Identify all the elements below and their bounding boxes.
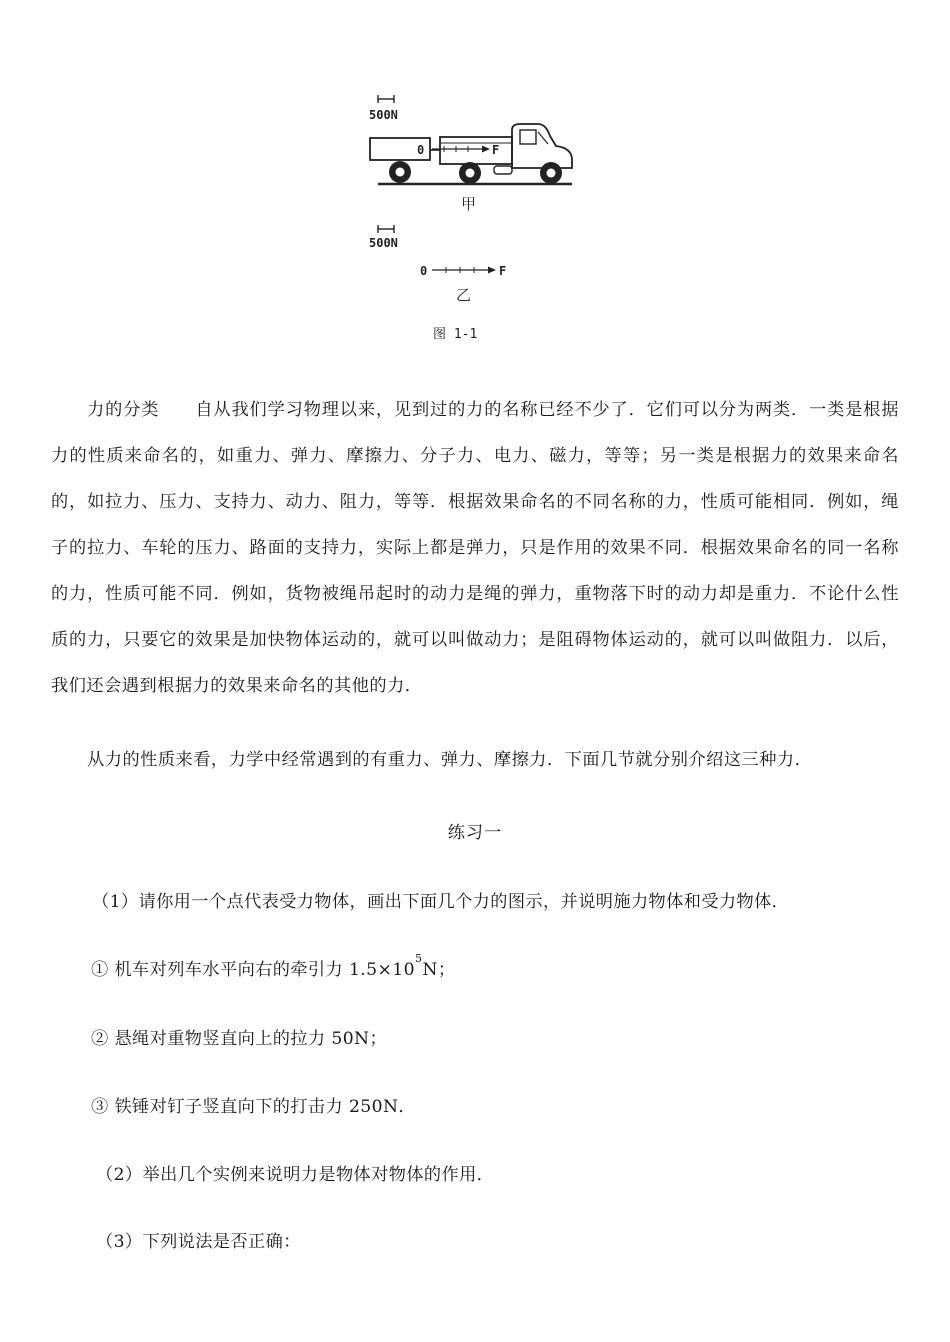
- nature-paragraph-block: [51, 737, 899, 783]
- question-1-item-c: ③ 铁锤对钉子竖直向下的打击力 250N．: [91, 1097, 416, 1117]
- exercise-title: 练习一: [447, 823, 503, 843]
- origin-label-bottom: 0: [420, 264, 428, 278]
- question-1-item-a: [91, 952, 456, 980]
- force-label-bottom: F: [499, 264, 507, 278]
- trailer: [370, 138, 440, 183]
- sub-label-a: 甲: [461, 195, 477, 213]
- truck-cab: [512, 124, 572, 168]
- scale-label-bottom: 500N: [369, 236, 398, 250]
- force-nature-paragraph: 从力的性质来看，力学中经常遇到的有重力、弹力、摩擦力．下面几节就分别介绍这三种力．: [87, 750, 813, 770]
- sub-label-b: 乙: [456, 286, 472, 304]
- question-1-item-b: ② 悬绳对重物竖直向上的拉力 50N；: [91, 1029, 388, 1049]
- figure-1-1: [360, 88, 590, 353]
- origin-label-top: 0: [417, 143, 425, 157]
- classification-paragraph-block: [51, 387, 899, 709]
- figure-caption: 图 1-1: [433, 327, 478, 342]
- question-2: （2）举出几个实例来说明力是物体对物体的作用．: [96, 1165, 495, 1185]
- truck-force-diagram: [360, 88, 590, 353]
- force-classification-paragraph: 力的分类 自从我们学习物理以来，见到过的力的名称已经不少了．它们可以分为两类．一类是根据力的性质来命名的，如重力、弹力、摩擦力、分子力、电力、磁力，等等；另一类是根据力的效果来命名的，如拉力、压力、支持力、动力、阻力，等等．根据效果命名的不同名称的力，性质可能相同．例如，绳子的拉力、车轮的压力、路面的支持力，实际上都是弹力，只是作用的效果不同．根据效果命名的同一名称的力，性质可能不同．例如，货物被绳吊起时的动力是绳的弹力，重物落下时的动力却是重力．不论什么性质的力，只要它的效果是加快物体运动的，就可以叫做动力；是阻碍物体运动的，就可以叫做阻力．以后，我们还会遇到根据力的效果来命名的其他的力．: [51, 400, 899, 696]
- force-arrow-bottom: [432, 267, 496, 274]
- question-1-item-a-unit: N；: [422, 960, 456, 980]
- scale-bar-top: [378, 95, 394, 103]
- truck-cargo-box: [440, 137, 512, 164]
- question-1-item-a-text: ① 机车对列车水平向右的牵引力 1.5×10: [91, 960, 415, 980]
- scale-bar-bottom: [378, 225, 394, 233]
- scale-label-top: 500N: [369, 108, 398, 122]
- force-label-top: F: [492, 143, 500, 157]
- exponent: 5: [414, 952, 423, 965]
- fuel-tank: [494, 166, 512, 174]
- question-1: （1）请你用一个点代表受力物体，画出下面几个力的图示，并说明施力物体和受力物体．: [92, 892, 790, 912]
- question-3: （3）下列说法是否正确：: [96, 1232, 301, 1252]
